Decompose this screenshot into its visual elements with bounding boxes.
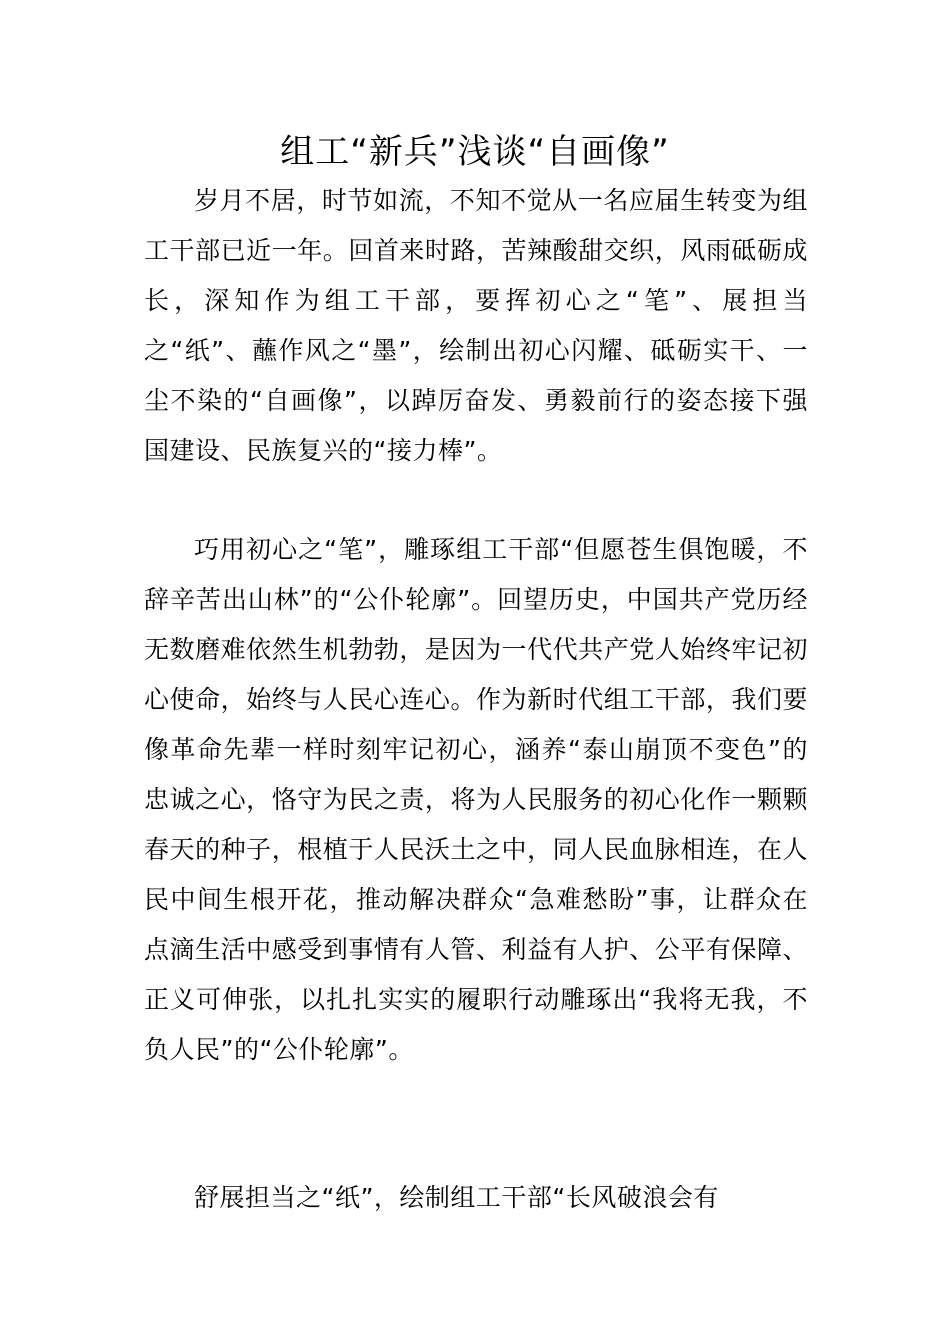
document-title: 组工“新兵”浅谈“自画像” bbox=[280, 132, 670, 172]
paragraph-responsibility-paper: 舒展担当之“纸”，绘制组工干部“长风破浪会有 bbox=[194, 1183, 719, 1212]
paragraph-intro: 岁月不居，时节如流，不知不觉从一名应届生转变为组工干部已近一年。回首来时路，苦辣酸甜交织，风雨砥砺成长，深知作为组工干部，要挥初心之“笔”、展担当之“纸”、蘸作风之“墨”，绘制出初心闪耀、砥砺实干、一尘不染的“自画像”，以踔厉奋发、勇毅前行的姿态接下强国建设、民族复兴的“接力棒”。 bbox=[144, 186, 808, 465]
paragraph-initial-heart-pen: 巧用初心之“笔”，雕琢组工干部“但愿苍生俱饱暖，不辞辛苦出山林”的“公仆轮廓”。回望历史，中国共产党历经无数磨难依然生机勃勃，是因为一代代共产党人始终牢记初心使命，始终与人民心连心。作为新时代组工干部，我们要像革命先辈一样时刻牢记初心，涵养“泰山崩顶不变色”的忠诚之心，恪守为民之责，将为人民服务的初心化作一颗颗春天的种子，根植于人民沃土之中，同人民血脉相连，在人民中间生根开花，推动解决群众“急难愁盼”事，让群众在点滴生活中感受到事情有人管、利益有人护、公平有保障、正义可伸张，以扎扎实实的履职行动雕琢出“我将无我，不负人民”的“公仆轮廓”。 bbox=[144, 535, 808, 1064]
